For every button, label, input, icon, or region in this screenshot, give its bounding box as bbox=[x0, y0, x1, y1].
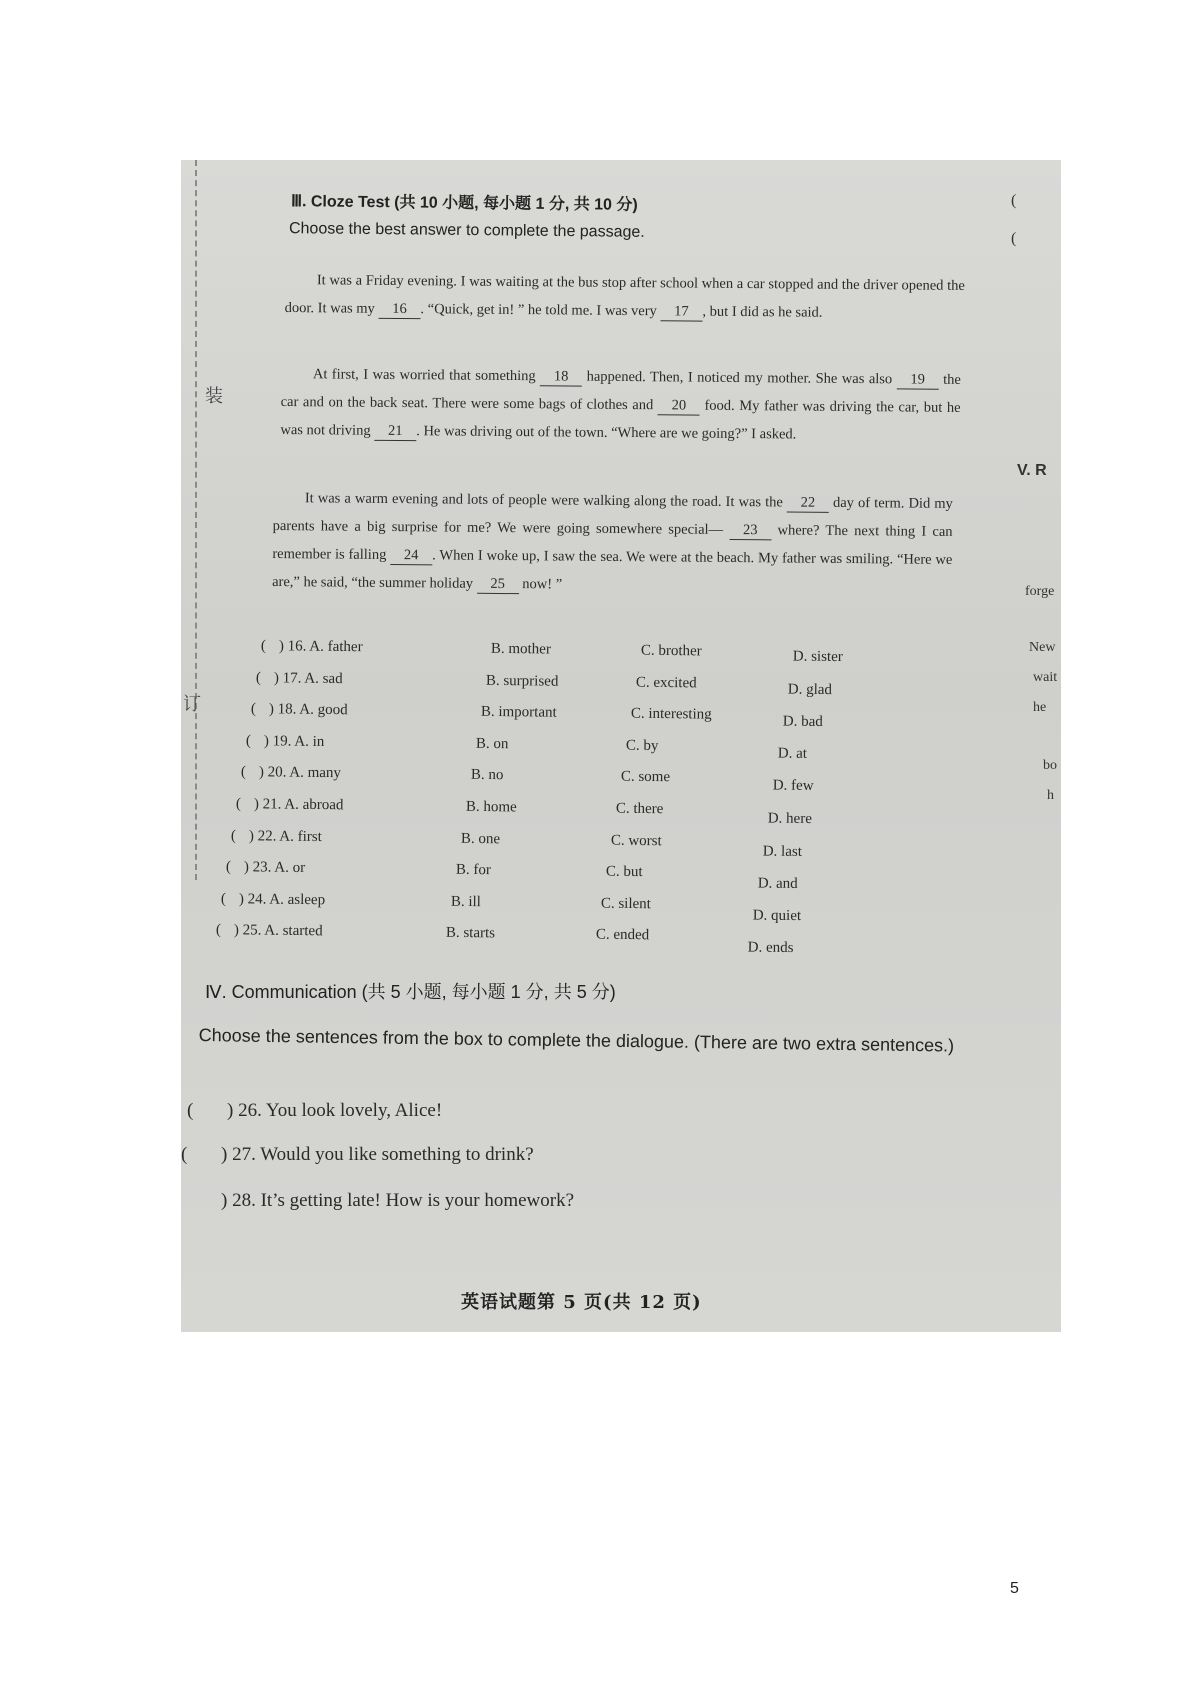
option-c: C. some bbox=[620, 769, 671, 786]
question-row bbox=[236, 796, 856, 828]
option-c: C. but bbox=[605, 863, 643, 881]
answer-paren: ( bbox=[215, 922, 221, 939]
option-a: ) 21. A. abroad bbox=[253, 796, 344, 814]
passage-text: where? The next thing I can remember is falling bbox=[272, 522, 953, 564]
passage-text: . When I woke up, I saw the sea. We were at the beach. My father was smiling. “Here we are,” he said, “the summer holiday bbox=[272, 547, 953, 592]
answer-paren: ( bbox=[235, 796, 241, 813]
option-a: ) 19. A. in bbox=[263, 733, 325, 750]
option-a: ) 18. A. good bbox=[268, 701, 348, 719]
edge-fragment: h bbox=[1047, 788, 1054, 803]
option-b: B. on bbox=[475, 735, 509, 753]
option-b: B. starts bbox=[445, 925, 496, 942]
passage-text: . “Quick, get in! ” he told me. I was very bbox=[420, 301, 661, 320]
question-row bbox=[256, 670, 876, 702]
answer-paren: ( bbox=[240, 764, 246, 781]
option-d: D. and bbox=[757, 875, 798, 892]
cloze-blank: 18 bbox=[540, 367, 582, 386]
cloze-blank: 25 bbox=[477, 575, 519, 594]
edge-fragment: bo bbox=[1043, 758, 1057, 773]
answer-paren: ( bbox=[220, 890, 226, 907]
cloze-paragraph-3 bbox=[272, 484, 953, 602]
edge-fragment: ( bbox=[1011, 192, 1017, 209]
question-row bbox=[221, 891, 841, 923]
option-c: C. ended bbox=[595, 927, 650, 944]
edge-fragment: ( bbox=[1011, 230, 1017, 247]
option-b: B. surprised bbox=[485, 672, 559, 690]
cloze-blank: 23 bbox=[729, 521, 771, 540]
option-d: D. sister bbox=[792, 648, 843, 666]
binding-mark-zhuang: 装 bbox=[205, 386, 223, 406]
option-d: D. here bbox=[767, 810, 813, 828]
cloze-blank: 17 bbox=[660, 302, 702, 321]
passage-text: . He was driving out of the town. “Where are we going?” I asked. bbox=[416, 423, 797, 443]
option-c: C. interesting bbox=[630, 705, 712, 723]
passage-text: At first, I was worried that something bbox=[312, 366, 541, 385]
passage-text: It was a warm evening and lots of people were walking along the road. It was the bbox=[304, 490, 788, 511]
passage-text: It was a Friday evening. I was waiting at the bus stop after school when a car stopped and the driver opened the door. It was my bbox=[284, 272, 965, 317]
dialogue-line bbox=[181, 1144, 534, 1166]
binding-mark-ding: 订 bbox=[183, 694, 201, 714]
option-c: C. brother bbox=[640, 642, 702, 660]
page-number: 5 bbox=[1010, 1580, 1019, 1597]
dialogue-line bbox=[187, 1100, 442, 1122]
answer-paren: ( bbox=[260, 638, 266, 655]
option-a: ) 25. A. started bbox=[233, 922, 323, 940]
dialogue-text: ) 27. Would you like something to drink? bbox=[221, 1144, 534, 1165]
option-d: D. last bbox=[762, 842, 803, 860]
dialogue-text: ) 28. It’s getting late! How is your homework? bbox=[221, 1190, 575, 1211]
cloze-blank: 21 bbox=[374, 422, 416, 441]
edge-fragment: wait bbox=[1033, 670, 1058, 685]
question-row bbox=[246, 733, 866, 765]
section-3-instruction: Choose the best answer to complete the passage. bbox=[288, 220, 645, 241]
option-b: B. one bbox=[460, 830, 501, 847]
option-b: B. ill bbox=[450, 893, 481, 910]
question-row bbox=[215, 922, 836, 957]
passage-text: now! ” bbox=[518, 576, 563, 593]
option-b: B. important bbox=[480, 703, 557, 721]
cloze-blank: 20 bbox=[658, 396, 700, 415]
question-row bbox=[241, 764, 861, 796]
cloze-blank: 24 bbox=[390, 546, 432, 565]
answer-paren: ( bbox=[230, 827, 236, 844]
option-d: D. few bbox=[772, 778, 814, 795]
edge-fragment: he bbox=[1033, 700, 1047, 715]
binding-dashed-line bbox=[195, 160, 197, 880]
option-a: ) 22. A. first bbox=[248, 827, 322, 845]
option-b: B. home bbox=[465, 798, 517, 816]
option-a: ) 23. A. or bbox=[243, 859, 306, 877]
cloze-blank: 22 bbox=[787, 493, 829, 512]
page-footer: 英语试题第 5 页(共 12 页) bbox=[461, 1292, 702, 1313]
option-c: C. by bbox=[625, 737, 659, 754]
cloze-paragraph-1 bbox=[285, 266, 965, 328]
option-d: D. quiet bbox=[752, 907, 802, 925]
passage-text: , but I did as he said. bbox=[702, 303, 823, 321]
option-c: C. there bbox=[615, 800, 664, 818]
option-d: D. glad bbox=[787, 680, 833, 698]
option-d: D. ends bbox=[747, 940, 794, 957]
question-row bbox=[231, 828, 851, 860]
answer-paren: ( bbox=[181, 1144, 188, 1165]
option-d: D. bad bbox=[782, 713, 823, 730]
question-row bbox=[226, 859, 846, 891]
edge-fragment: New bbox=[1029, 640, 1056, 655]
answer-paren: ( bbox=[255, 669, 261, 686]
dialogue-text: ) 26. You look lovely, Alice! bbox=[227, 1100, 443, 1121]
section-4-instruction: Choose the sentences from the box to complete the dialogue. (There are two extra sentences.) bbox=[198, 1024, 955, 1056]
passage-text: the car and on the back seat. There were some bags of clothes and bbox=[280, 371, 961, 414]
section-4-title: Ⅳ. Communication (共 5 小题, 每小题 1 分, 共 5 分) bbox=[205, 982, 616, 1002]
cloze-paragraph-2 bbox=[280, 360, 961, 450]
answer-paren: ( bbox=[245, 732, 251, 749]
option-b: B. no bbox=[470, 767, 504, 784]
scanned-page-photo bbox=[181, 160, 1061, 1332]
option-d: D. at bbox=[777, 745, 808, 763]
option-a: ) 20. A. many bbox=[258, 764, 342, 782]
answer-paren: ( bbox=[225, 859, 231, 876]
passage-text: food. My father was driving the car, but he was not driving bbox=[280, 397, 961, 439]
answer-paren: ( bbox=[187, 1100, 194, 1121]
passage-text: day of term. Did my parents have a big surprise for me? We were going somewhere special— bbox=[272, 494, 953, 538]
option-b: B. mother bbox=[490, 640, 551, 658]
option-a: ) 16. A. father bbox=[278, 638, 363, 656]
option-c: C. excited bbox=[635, 674, 697, 691]
edge-fragment: forge bbox=[1025, 584, 1055, 599]
option-a: ) 17. A. sad bbox=[273, 669, 343, 687]
option-c: C. silent bbox=[600, 895, 651, 913]
question-row bbox=[261, 638, 881, 670]
edge-fragment: V. R bbox=[1017, 462, 1047, 479]
answer-paren: ( bbox=[250, 701, 256, 718]
cloze-blank: 16 bbox=[378, 300, 420, 319]
passage-text: happened. Then, I noticed my mother. She was also bbox=[582, 368, 897, 388]
option-c: C. worst bbox=[610, 832, 662, 849]
dialogue-line bbox=[181, 1190, 574, 1212]
option-b: B. for bbox=[455, 861, 491, 879]
option-a: ) 24. A. asleep bbox=[238, 891, 326, 909]
cloze-blank: 19 bbox=[897, 370, 939, 389]
question-row bbox=[251, 701, 871, 733]
section-3-title: Ⅲ. Cloze Test (共 10 小题, 每小题 1 分, 共 10 分) bbox=[290, 193, 638, 214]
